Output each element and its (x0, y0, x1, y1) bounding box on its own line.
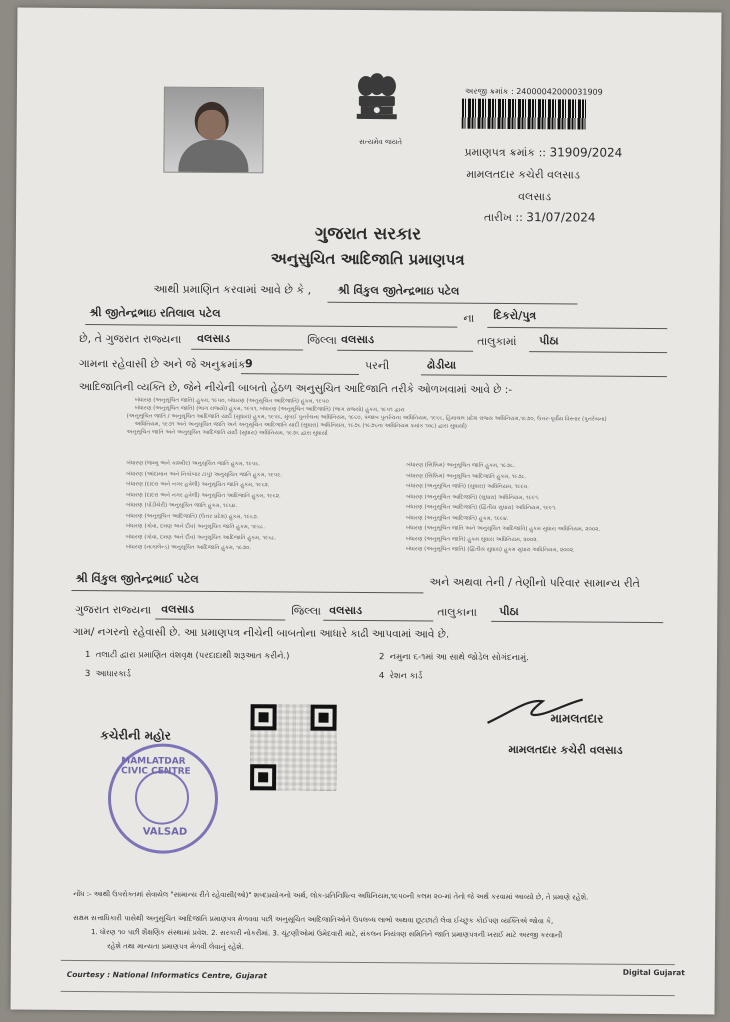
residence-person: શ્રી વિંકુલ જીતેન્દ્રભાઈ પટેલ (75, 571, 199, 586)
note-4: રહેશે તથા માન્યતા પ્રમાણપત્ર મેળવી લેવાનું રહેશે. (106, 942, 245, 952)
intro-text: આથી પ્રમાણિત કરવામાં આવે છે કે , (153, 282, 312, 297)
basis-sentence: ગામ/ નગરનો રહેવાસી છે. આ પ્રમાણપત્ર નીચેની બાબતોના આધારે કાઢી આપવામાં આવે છે. (73, 625, 450, 641)
seal-label: કચેરીની મહોર (100, 728, 171, 743)
issuing-place: વલસાડ (518, 190, 552, 204)
residence-village: વલસાડ (161, 602, 195, 616)
emblem-motto: સત્યમેવ જયતે (359, 137, 403, 147)
order-lines: બંધારણ (અનુસૂચિત જાતિ) હુકમ, ૧૯૫૦, બંધારણ (અનુસૂચિત આદિજાતિ) હુકમ, ૧૯૫૦ બંધારણ (અનુસૂચિત જાતિ) (ભાગ રાજ્યો) હુકમ, ૧૯૫૧, બંધારણ (અનુસૂચિત આદિજાતિ) (ભાગ રાજ્યો) હુકમ, ૧૯૫૧ દ્વારા (અનુસૂચિત જાતિ / અનુસૂચિત આદિજાતિ યાદી (સુધારા) હુકમ, ૧૯૫૬, મુંબઈ પુનર્રચના અધિનિયમ, ૧૯૬૦, પંજાબ પુનર્રચના અધિનિયમ, ૧૯૬૬, હિમાચલ પ્રદેશ રાજ્ય અધિનિયમ,૧૯૭૦, ઉત્તર-પૂર્વીય વિસ્તાર (પુનર્રચના) અધિનિયમ, ૧૯૭૧ અને અનુસૂચિત જાતિ અને અનુસૂચિત આદિજાતિ યાદી (સુધારા) અધિનિયમ, ૧૯૭૬ (૧૯૭૬ના અધિનિયમ ક્રમાંક ૧૦૮) દ્વારા સુધાર્યા) અનુસૂચિત જાતિ અને અનુસૂચિત આદિજાતિ યાદી (સુધારા) અધિનિયમ, ૧૯૭૬ દ્વારા સુધાર્યા (126, 397, 607, 437)
tribe-name: ઢોડીયા (426, 358, 457, 372)
state-label: છે, તે ગુજરાત રાજ્યના (79, 331, 182, 346)
residence-district-label: જિલ્લા (291, 604, 321, 618)
taluka-label: તાલુકામાં (477, 334, 517, 349)
document-1: 1 તલાટી દ્વારા પ્રમાણિત વંશવૃક્ષ (પરદાદાથી શરૂઆત કરીને.) (84, 650, 290, 662)
note-1: નોંધ :- આથી ઉપરોક્તમાં સેવાયેલ "સામાન્ય રીતે રહેવાસી(ઓ)" શબ્દપ્રયોગનો અર્થ, લોક-પ્રતિનિધિત્વ અધિનિયમ,૧૯૫૦ની કલમ ૨૦-માં તેનો જે અર્થ કરવામાં આવ્યો છે, તે પ્રમાણે રહેશે. (73, 889, 589, 902)
signatory-title: મામલતદાર કચેરી વલસાડ (508, 742, 623, 757)
footer-digital-gujarat: Digital Gujarat (622, 967, 685, 978)
certificate-paper (11, 8, 722, 1015)
serial-number: 9 (244, 357, 253, 371)
applicant-photo (163, 87, 264, 174)
tribe-sentence: આદિજાતિની વ્યક્તિ છે, જેને નીચેની બાબતો હેઠળ અનુસુચિત આદિજાતિ તરીકે ઓળખવામાં આવે છે :- (78, 380, 513, 397)
note-3: 1. ધોરણ ૧૦ પછી શૈક્ષણિક સંસ્થામાં પ્રવેશ. 2. સરકારી નોકરીમાં. 3. ચૂંટણીઓમાં ઉમેદવારી માટે, સંકલન નિયંત્રણ સમિતિને જાતિ પ્રમાણપત્રની ખરાઈ માટે અરજી કરવાની (91, 928, 563, 940)
certificate-number: પ્રમાણપત્ર ક્રમાંક :: 31909/2024 (464, 145, 623, 160)
issue-date: તારીખ :: 31/07/2024 (484, 210, 596, 225)
signature-name: મામલતદાર (550, 711, 604, 726)
office-seal: MAMLATDAR CIVIC CENTRE VALSAD (108, 743, 219, 854)
residence-taluka: પીઠા (499, 604, 519, 619)
district: વલસાડ (341, 332, 375, 347)
document-3: 3 આધારકાર્ડ (84, 669, 131, 680)
footer-courtesy: Courtesy : National Informatics Centre, Gujarat (66, 969, 267, 981)
certificate-title: અનુસુચિત આદિજાતિ પ્રમાણપત્ર (270, 249, 465, 269)
father-name: શ્રી જીતેન્દ્રભાઇ રતિલાલ પટેલ (89, 306, 221, 320)
orders-right-list: બંધારણ (સિક્કિમ) અનુસૂચિત જાતિ હુકમ, ૧૯૭૮. બંધારણ (સિક્કિમ) અનુસૂચિત આદિજાતિ હુકમ, ૧૯૭૮. બંધારણ (અનુસૂચિત જાતિ) (સુધારા) અધિનિયમ, ૧૯૯૦. બંધારણ (અનુસૂચિત આદિજાતિ) (સુધારા) અધિનિયમ, ૧૯૯૧. બંધારણ (અનુસૂચિત આદિજાતિ) (દ્વિતીય સુધારા) અધિનિયમ, ૧૯૯૧. બંધારણ (અનુસૂચિત આદિજાતિ) હુકમ, ૧૯૯૪. બંધારણ (અનુસૂચિત જાતિ અને અનુસૂચિત આદિજાતિ) હુકમ સુધારા અધિનિયમ, ૨૦૦૨. બંધારણ (અનુસૂચિત જાતિ) હુકમ સુધારા અધિનિયમ, ૨૦૦૨. બંધારણ (અનુસૂચિત જાતિ) (દ્વિતીય સુધારા) હુકમ સુધારા અધિનિયમ, ૨૦૦૨. (405, 462, 601, 554)
na-label: ના (463, 311, 475, 325)
village: વલસાડ (197, 331, 231, 346)
document-2: 2 નમુના ૬-૧માં આ સાથે જોડેલ સોગંદનામું. (378, 652, 529, 664)
person-name: શ્રી વિંકુલ જીતેન્દ્રભાઇ પટેલ (337, 283, 460, 298)
national-emblem-icon (349, 72, 405, 134)
application-number: અરજી ક્રમાંક : 24000042000031909 (464, 86, 603, 97)
government-heading: ગુજરાત સરકાર (314, 223, 422, 245)
barcode (462, 99, 587, 130)
residence-district: વલસાડ (329, 603, 363, 617)
district-label: જિલ્લા (307, 333, 337, 347)
document-4: 4 રેશન કાર્ડ (378, 671, 423, 682)
qr-code (250, 704, 337, 791)
residence-state-label: ગુજરાત રાજ્યના (75, 602, 152, 617)
orders-left-list: બંધારણ (જમ્મુ અને કાશ્મીર) અનુસૂચિત જાતિ હુકમ, ૧૯૫૬. બંધારણ (આંદામાન અને નિકોબાર ટાપુ) અનુસૂચિત જાતિ હુકમ, ૧૯૫૯. બંધારણ (દાદરા અને નગર હવેલી) અનુસૂચિત જાતિ હુકમ, ૧૯૬૨. બંધારણ (દાદરા અને નગર હવેલી) અનુસૂચિત આદિજાતિ હુકમ, ૧૯૬૨. બંધારણ (પોંડીચેરી) અનુસૂચિત જાતિ હુકમ, ૧૯૬૪. બંધારણ (અનુસૂચિત આદિજાતિ) (ઉત્તર પ્રદેશ) હુકમ, ૧૯૬૭. બંધારણ (ગોવા, દમણ અને દીવ) અનુસૂચિત જાતિ હુકમ, ૧૯૬૮. બંધારણ (ગોવા, દમણ અને દીવ) અનુસૂચિત આદિજાતિ હુકમ, ૧૯૬૮. બંધારણ (નાગાલેન્ડ) અનુસૂચિત આદિજાતિ હુકમ, ૧૯૭૦. (125, 460, 283, 552)
relation: દિકરો/પુત્ર (493, 308, 537, 323)
residence-tail: અને અથવા તેની / તેણીનો પરિવાર સામાન્ય રીતે (429, 575, 640, 590)
issuing-office: મામલતદાર કચેરી વલસાડ (466, 167, 580, 182)
of-label: પરની (364, 358, 390, 373)
taluka: પીઠા (539, 334, 559, 348)
residence-taluka-label: તાલુકાના (437, 605, 477, 619)
serial-label: ગામના રહેવાસી છે અને જે અનુક્રમાંક (78, 356, 246, 372)
note-2: સક્ષમ સત્તાધિકારી પાસેથી અનુસૂચિત આદિજાતિ પ્રમાણપત્ર મેળવવા પછી અનુસૂચિત આદિજાતિઓને ઉપલબ્ધ લાભો અથવા છૂટછાટો લેવા ઈચ્છુક કોઈપણ વ્યક્તિએ જોવા કે, (73, 913, 554, 926)
